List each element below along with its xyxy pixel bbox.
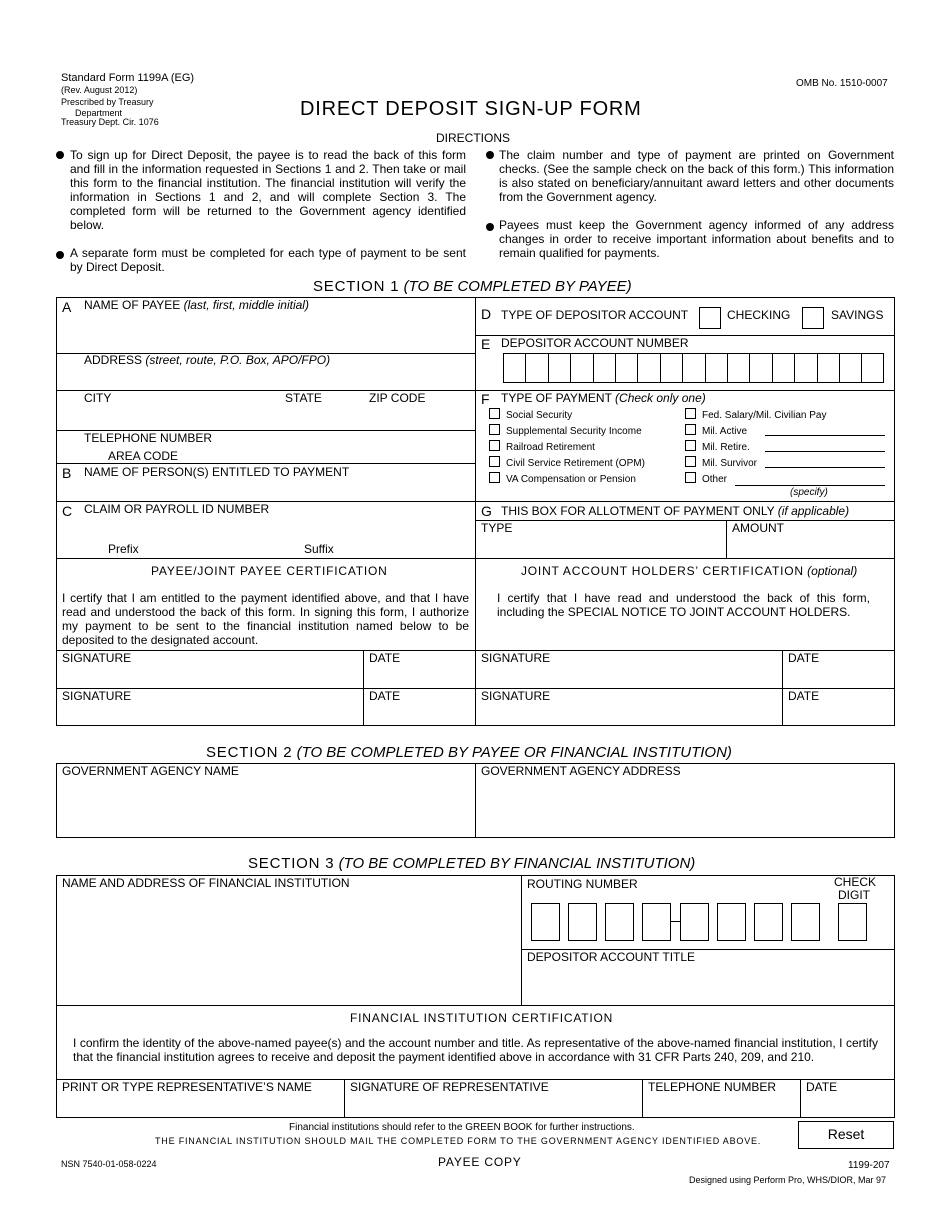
mil-active-checkbox[interactable] <box>685 424 696 435</box>
payee-signature-field[interactable]: SIGNATURE <box>62 651 132 665</box>
agency-address-field[interactable]: GOVERNMENT AGENCY ADDRESS <box>481 764 681 778</box>
telephone-field[interactable]: TELEPHONE NUMBER <box>84 431 213 445</box>
zip-field[interactable]: ZIP CODE <box>369 391 426 405</box>
section2-title: SECTION 2 (TO BE COMPLETED BY PAYEE OR FINANCIAL INSTITUTION) <box>206 744 732 761</box>
payment-option-label: Supplemental Security Income <box>506 426 642 437</box>
payment-option-label: Fed. Salary/Mil. Civilian Pay <box>702 410 827 421</box>
payee-name-field[interactable]: NAME OF PAYEE (last, first, middle initial) <box>84 298 309 312</box>
agency-name-field[interactable]: GOVERNMENT AGENCY NAME <box>62 764 239 778</box>
entitled-persons-field[interactable]: NAME OF PERSON(S) ENTITLED TO PAYMENT <box>84 465 350 479</box>
section-letter-d: D <box>481 306 492 322</box>
payment-option-label: Other <box>702 474 728 485</box>
section3-title: SECTION 3 (TO BE COMPLETED BY FINANCIAL INSTITUTION) <box>248 855 696 872</box>
revision-date: (Rev. August 2012) <box>61 85 138 95</box>
other-checkbox[interactable] <box>685 472 696 483</box>
routing-digit-input[interactable] <box>531 903 560 941</box>
payee-date-field-2[interactable]: DATE <box>369 689 401 703</box>
depositor-number-label: DEPOSITOR ACCOUNT NUMBER <box>501 336 689 350</box>
mil-retire-checkbox[interactable] <box>685 440 696 451</box>
specify-hint: (specify) <box>790 487 828 498</box>
directions-heading: DIRECTIONS <box>436 131 511 145</box>
joint-date-field[interactable]: DATE <box>788 651 820 665</box>
check-digit-input[interactable] <box>838 903 867 941</box>
routing-digit-input[interactable] <box>605 903 634 941</box>
payee-signature-field-2[interactable]: SIGNATURE <box>62 689 132 703</box>
city-field[interactable]: CITY <box>84 391 112 405</box>
fi-name-address-field[interactable]: NAME AND ADDRESS OF FINANCIAL INSTITUTION <box>62 876 350 890</box>
savings-checkbox[interactable] <box>802 307 824 329</box>
va-compensation-checkbox[interactable] <box>489 472 500 483</box>
routing-number-label: ROUTING NUMBER <box>527 877 638 891</box>
area-code-label: AREA CODE <box>108 449 179 463</box>
payee-date-field[interactable]: DATE <box>369 651 401 665</box>
payment-type-label: TYPE OF PAYMENT (Check only one) <box>501 391 706 405</box>
section-letter-e: E <box>481 336 491 352</box>
routing-digit-input[interactable] <box>717 903 746 941</box>
copy-label: PAYEE COPY <box>438 1155 522 1169</box>
designed-by: Designed using Perform Pro, WHS/DIOR, Mar 97 <box>689 1175 887 1185</box>
payee-cert-title: PAYEE/JOINT PAYEE CERTIFICATION <box>151 564 388 578</box>
checking-label: CHECKING <box>727 308 791 322</box>
ssi-checkbox[interactable] <box>489 424 500 435</box>
account-title-field[interactable]: DEPOSITOR ACCOUNT TITLE <box>527 950 696 964</box>
page-title: DIRECT DEPOSIT SIGN-UP FORM <box>300 98 642 120</box>
payee-cert-text: I certify that I am entitled to the payment identified above, and that I have read and understood the back of this form. In signing this form, I authorize my payment to be sent to the financial institution named below to be deposited to the designated account. <box>62 591 469 647</box>
payment-option-label: VA Compensation or Pension <box>506 474 636 485</box>
section1-title: SECTION 1 (TO BE COMPLETED BY PAYEE) <box>313 278 632 295</box>
payment-option-label: Railroad Retirement <box>506 442 595 453</box>
rep-name-field[interactable]: PRINT OR TYPE REPRESENTATIVE’S NAME <box>62 1080 312 1094</box>
allotment-amount-field[interactable]: AMOUNT <box>732 521 784 535</box>
omb-number: OMB No. 1510-0007 <box>796 78 888 89</box>
fi-cert-text: I confirm the identity of the above-named payee(s) and the account number and title. As representative of the above-named financial institution, I certify that the financial institution agrees to receive and deposit the payment identified above in accordance with 31 CFR Parts 240, 209, and 210. <box>73 1036 878 1064</box>
social-security-checkbox[interactable] <box>489 408 500 419</box>
form-number: 1199-207 <box>848 1160 890 1171</box>
rep-telephone-field[interactable]: TELEPHONE NUMBER <box>648 1080 777 1094</box>
prescribed-by-dept: Department <box>75 108 123 118</box>
prescribed-by: Prescribed by Treasury <box>61 97 154 107</box>
section1-divider <box>475 297 476 650</box>
payment-option-label: Social Security <box>506 410 573 421</box>
fi-cert-title: FINANCIAL INSTITUTION CERTIFICATION <box>350 1011 614 1025</box>
routing-digit-input[interactable] <box>754 903 783 941</box>
section-letter-c: C <box>62 503 73 519</box>
rep-signature-field[interactable]: SIGNATURE OF REPRESENTATIVE <box>350 1080 549 1094</box>
prefix-label: Prefix <box>108 542 139 556</box>
direction-item: Payees must keep the Government agency informed of any address changes in order to receive important information about benefits and to remain qualified for payments. <box>499 218 894 260</box>
allotment-label: THIS BOX FOR ALLOTMENT OF PAYMENT ONLY (if applicable) <box>501 504 850 518</box>
section-letter-a: A <box>62 299 72 315</box>
section-letter-b: B <box>62 465 72 481</box>
direction-item: To sign up for Direct Deposit, the payee is to read the back of this form and fill in the information requested in Sections 1 and 2. Then take or mail this form to the financial institution. The financial institution will verify the information in Sections 1 and 2, and will complete Section 3. The completed form will be returned to the Government agency identified below. <box>70 148 466 232</box>
payment-option-label: Mil. Active <box>702 426 748 437</box>
direction-item: The claim number and type of payment are printed on Government checks. (See the sample check on the back of this form.) This information is also stated on beneficiary/annuitant award letters and other documents from the Government agency. <box>499 148 894 204</box>
joint-cert-title: JOINT ACCOUNT HOLDERS’ CERTIFICATION (optional) <box>521 564 858 578</box>
address-field[interactable]: ADDRESS (street, route, P.O. Box, APO/FPO) <box>84 353 331 367</box>
direction-item: A separate form must be completed for each type of payment to be sent by Direct Deposit. <box>70 246 466 274</box>
payment-option-label: Civil Service Retirement (OPM) <box>506 458 645 469</box>
payment-option-label: Mil. Retire. <box>702 442 750 453</box>
state-field[interactable]: STATE <box>285 391 322 405</box>
form-id: Standard Form 1199A (EG) <box>61 72 195 84</box>
bullet-icon <box>56 151 64 159</box>
rep-date-field[interactable]: DATE <box>806 1080 838 1094</box>
mil-survivor-checkbox[interactable] <box>685 456 696 467</box>
payment-option-label: Mil. Survivor <box>702 458 758 469</box>
reset-button[interactable]: Reset <box>798 1121 894 1149</box>
railroad-retirement-checkbox[interactable] <box>489 440 500 451</box>
allotment-type-field[interactable]: TYPE <box>481 521 513 535</box>
bullet-icon <box>56 251 64 259</box>
routing-digit-input[interactable] <box>642 903 671 941</box>
treasury-circular: Treasury Dept. Cir. 1076 <box>61 117 159 127</box>
joint-signature-field[interactable]: SIGNATURE <box>481 651 551 665</box>
check-digit-label-2: DIGIT <box>838 888 870 902</box>
nsn-number: NSN 7540-01-058-0224 <box>61 1159 157 1169</box>
routing-digit-input[interactable] <box>568 903 597 941</box>
fed-salary-checkbox[interactable] <box>685 408 696 419</box>
other-specify-input[interactable] <box>735 485 885 486</box>
mail-notice: THE FINANCIAL INSTITUTION SHOULD MAIL THE COMPLETED FORM TO THE GOVERNMENT AGENCY IDENTIFIED ABOVE. <box>155 1136 762 1146</box>
claim-id-field[interactable]: CLAIM OR PAYROLL ID NUMBER <box>84 502 270 516</box>
checking-checkbox[interactable] <box>699 307 721 329</box>
green-book-note: Financial institutions should refer to the GREEN BOOK for further instructions. <box>289 1122 635 1133</box>
joint-signature-field-2[interactable]: SIGNATURE <box>481 689 551 703</box>
joint-cert-text: I certify that I have read and understood the back of this form, including the SPECIAL NOTICE TO JOINT ACCOUNT HOLDERS. <box>497 591 870 619</box>
suffix-label: Suffix <box>304 542 334 556</box>
joint-date-field-2[interactable]: DATE <box>788 689 820 703</box>
section-letter-f: F <box>481 391 490 407</box>
bullet-icon <box>486 223 494 231</box>
section-letter-g: G <box>481 503 492 519</box>
check-digit-label: CHECK <box>834 875 877 889</box>
depositor-type-label: TYPE OF DEPOSITOR ACCOUNT <box>501 308 689 322</box>
routing-digit-input[interactable] <box>791 903 820 941</box>
civil-service-checkbox[interactable] <box>489 456 500 467</box>
savings-label: SAVINGS <box>831 308 884 322</box>
bullet-icon <box>486 151 494 159</box>
depositor-number-input[interactable] <box>503 353 884 383</box>
routing-digit-input[interactable] <box>680 903 709 941</box>
